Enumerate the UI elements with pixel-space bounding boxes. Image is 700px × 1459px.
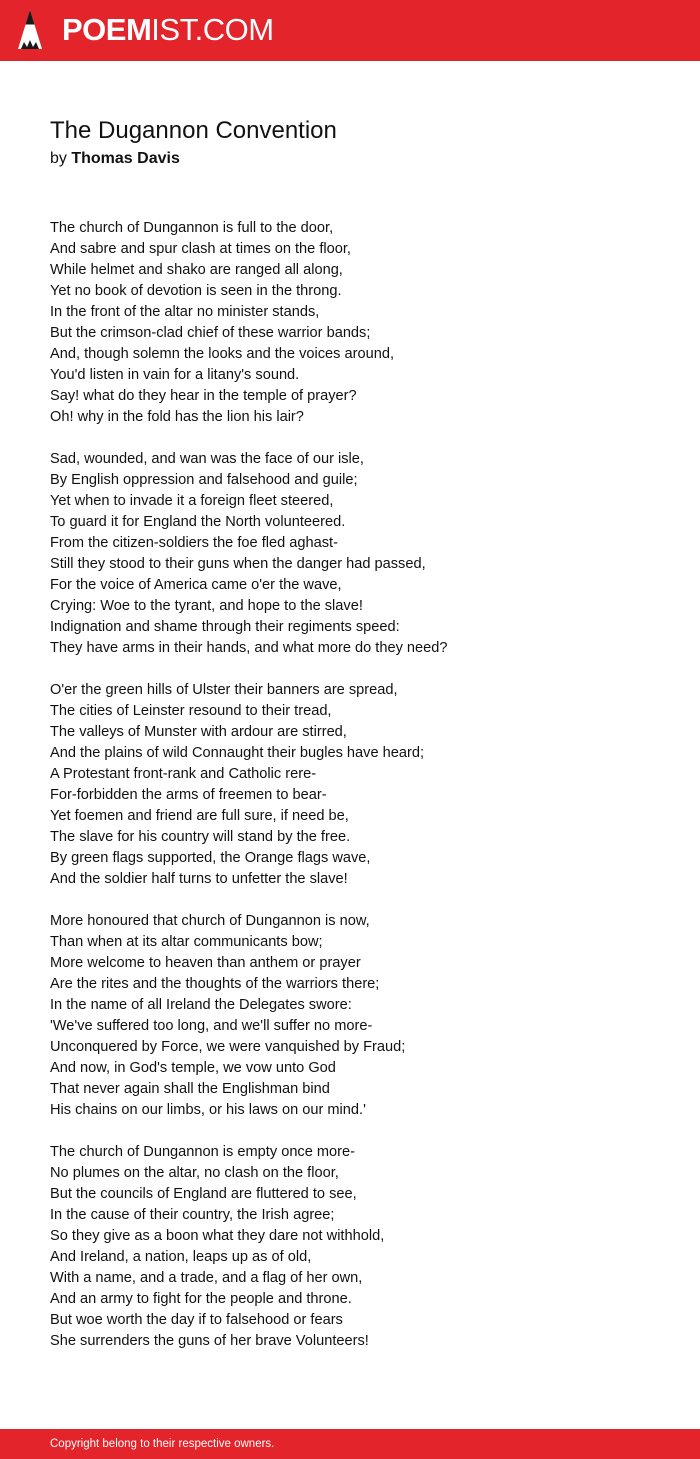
poem-line: Are the rites and the thoughts of the warriors there; bbox=[50, 976, 380, 992]
pencil-tip-icon[interactable] bbox=[17, 9, 43, 51]
poem-line: In the cause of their country, the Irish agree; bbox=[50, 1207, 335, 1223]
poem-line: The slave for his country will stand by the free. bbox=[50, 829, 351, 845]
poem-line: And an army to fight for the people and throne. bbox=[50, 1291, 352, 1307]
poem-line: Crying: Woe to the tyrant, and hope to the slave! bbox=[50, 598, 363, 614]
poem-line: By English oppression and falsehood and guile; bbox=[50, 472, 358, 488]
poem-line: And now, in God's temple, we vow unto God bbox=[50, 1060, 336, 1076]
stanza bbox=[50, 680, 670, 890]
stanza bbox=[50, 218, 670, 428]
poem-line: From the citizen-soldiers the foe fled aghast- bbox=[50, 535, 338, 551]
poem-line: Still they stood to their guns when the danger had passed, bbox=[50, 556, 426, 572]
poem-line: So they give as a boon what they dare not withhold, bbox=[50, 1228, 385, 1244]
poem-line: A Protestant front-rank and Catholic rere- bbox=[50, 766, 317, 782]
poem-line: The church of Dungannon is empty once more- bbox=[50, 1144, 356, 1160]
poem-line: She surrenders the guns of her brave Volunteers! bbox=[50, 1333, 369, 1349]
poem-line: For the voice of America came o'er the wave, bbox=[50, 577, 342, 593]
site-footer bbox=[0, 1429, 700, 1459]
poem-line: By green flags supported, the Orange flags wave, bbox=[50, 850, 371, 866]
author-name: Thomas Davis bbox=[71, 150, 180, 167]
poem-line: Than when at its altar communicants bow; bbox=[50, 934, 323, 950]
poem-line: But the councils of England are fluttered to see, bbox=[50, 1186, 357, 1202]
copyright-text: Copyright belong to their respective owners. bbox=[50, 1438, 275, 1450]
poem-line: For-forbidden the arms of freemen to bear- bbox=[50, 787, 327, 803]
logo-bold-text: POEM bbox=[62, 12, 152, 47]
poem-line: The valleys of Munster with ardour are stirred, bbox=[50, 724, 347, 740]
poem-line: While helmet and shako are ranged all along, bbox=[50, 262, 343, 278]
poem-line: Yet when to invade it a foreign fleet steered, bbox=[50, 493, 334, 509]
poem-line: Oh! why in the fold has the lion his lair? bbox=[50, 409, 304, 425]
stanza bbox=[50, 449, 670, 659]
poem-line: And sabre and spur clash at times on the floor, bbox=[50, 241, 351, 257]
poem-line: No plumes on the altar, no clash on the floor, bbox=[50, 1165, 339, 1181]
poem-line: In the name of all Ireland the Delegates swore: bbox=[50, 997, 352, 1013]
poem-line: And the soldier half turns to unfetter the slave! bbox=[50, 871, 348, 887]
poem-line: And, though solemn the looks and the voices around, bbox=[50, 346, 394, 362]
site-logo[interactable] bbox=[62, 10, 274, 50]
poem-line: O'er the green hills of Ulster their banners are spread, bbox=[50, 682, 398, 698]
poem-line: That never again shall the Englishman bind bbox=[50, 1081, 330, 1097]
poem-line: In the front of the altar no minister stands, bbox=[50, 304, 320, 320]
poem-body bbox=[50, 218, 670, 1373]
poem-line: 'We've suffered too long, and we'll suffer no more- bbox=[50, 1018, 373, 1034]
poem-line: Yet no book of devotion is seen in the throng. bbox=[50, 283, 342, 299]
stanza bbox=[50, 911, 670, 1121]
poem-line: To guard it for England the North volunteered. bbox=[50, 514, 346, 530]
poem-line: The church of Dungannon is full to the door, bbox=[50, 220, 334, 236]
poem-line: And Ireland, a nation, leaps up as of old, bbox=[50, 1249, 312, 1265]
poem-line: And the plains of wild Connaught their bugles have heard; bbox=[50, 745, 425, 761]
poem-line: His chains on our limbs, or his laws on our mind.' bbox=[50, 1102, 366, 1118]
poem-line: They have arms in their hands, and what more do they need? bbox=[50, 640, 448, 656]
poem-line: Indignation and shame through their regiments speed: bbox=[50, 619, 400, 635]
by-label: by bbox=[50, 150, 67, 167]
poem-line: Say! what do they hear in the temple of prayer? bbox=[50, 388, 357, 404]
poem-line: But woe worth the day if to falsehood or fears bbox=[50, 1312, 343, 1328]
poem-line: With a name, and a trade, and a flag of her own, bbox=[50, 1270, 363, 1286]
poem-line: More honoured that church of Dungannon is now, bbox=[50, 913, 370, 929]
poem-line: You'd listen in vain for a litany's sound. bbox=[50, 367, 300, 383]
poem-line: More welcome to heaven than anthem or prayer bbox=[50, 955, 361, 971]
poem-title: The Dugannon Convention bbox=[50, 117, 337, 144]
poem-line: The cities of Leinster resound to their tread, bbox=[50, 703, 332, 719]
site-header bbox=[0, 0, 700, 61]
poem-line: Yet foemen and friend are full sure, if need be, bbox=[50, 808, 349, 824]
poem-line: Unconquered by Force, we were vanquished by Fraud; bbox=[50, 1039, 406, 1055]
poem-line: But the crimson-clad chief of these warrior bands; bbox=[50, 325, 371, 341]
poem-line: Sad, wounded, and wan was the face of our isle, bbox=[50, 451, 364, 467]
logo-light-text: IST.COM bbox=[151, 12, 274, 47]
stanza bbox=[50, 1142, 670, 1352]
byline bbox=[50, 148, 180, 170]
